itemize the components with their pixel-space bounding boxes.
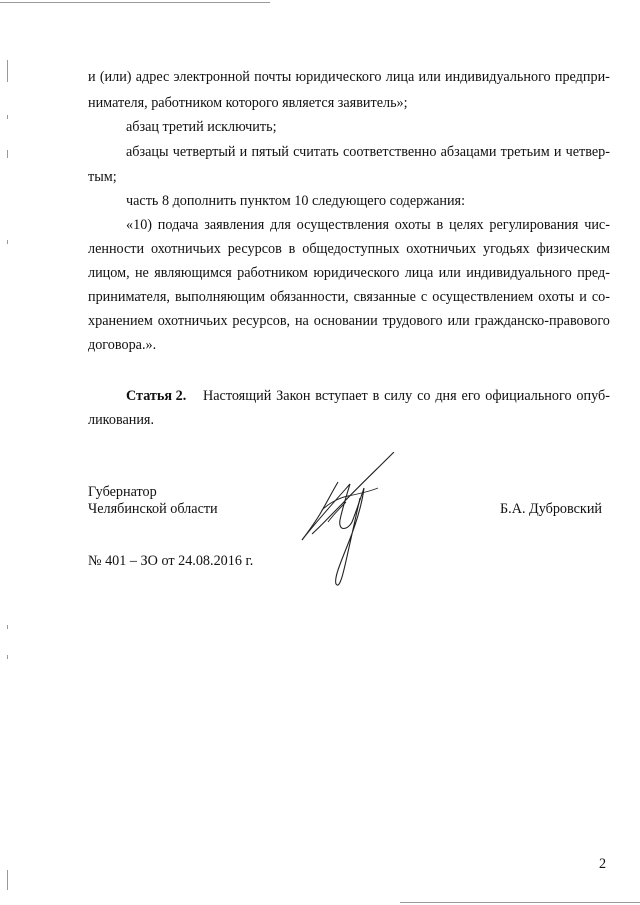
word: охотничьих [157, 313, 228, 329]
word: его [461, 388, 481, 404]
word: трудового [382, 313, 443, 329]
word: опуб- [576, 388, 610, 404]
word: почты [254, 69, 292, 85]
word: с [420, 289, 428, 305]
word: и [88, 69, 96, 85]
word: третьим [500, 144, 550, 160]
word: «10) [126, 217, 153, 233]
word: юридического [295, 69, 382, 85]
word: угодьях [483, 241, 530, 257]
article-text [203, 389, 610, 403]
word: осуществлением [432, 289, 534, 305]
scan-bottom-line [400, 902, 640, 903]
word: выполняющим [174, 289, 265, 305]
word: охоты [394, 217, 431, 233]
signatory-title: Губернатор [88, 484, 157, 500]
word: заявления [204, 217, 265, 233]
word: и [239, 144, 248, 160]
word: лица [385, 69, 415, 85]
text-line: нимателя, работником которого является заявитель»; [88, 95, 408, 111]
word: охотничьих [406, 241, 477, 257]
word: в [436, 217, 444, 233]
word: со- [591, 289, 610, 305]
word: в [288, 241, 296, 257]
word: охотничьих [150, 241, 221, 257]
word: со [417, 388, 431, 404]
text-line [88, 242, 610, 256]
word: Настоящий [203, 388, 272, 404]
scan-left-mark [7, 115, 8, 119]
scan-left-mark [7, 150, 8, 158]
word: на [294, 313, 309, 329]
word: и [579, 289, 587, 305]
scan-left-mark [7, 870, 8, 890]
word: охоты [538, 289, 575, 305]
article-label: Статья 2. [126, 388, 187, 404]
word: абзацы [126, 144, 169, 160]
text-line [88, 314, 610, 328]
word: четвер- [565, 144, 610, 160]
word: четвертый [172, 144, 236, 160]
word: электронной [173, 69, 250, 85]
text-line: договора.». [88, 337, 157, 353]
signatory-name: Б.А. Дубровский [500, 501, 603, 517]
word: лицом, [88, 265, 130, 281]
signatory-title: Челябинской области [88, 501, 218, 517]
scan-left-mark [7, 240, 8, 244]
word: хранением [88, 313, 153, 329]
word: чис- [584, 217, 610, 233]
word: пятый [251, 144, 289, 160]
word: обязанности, [269, 289, 349, 305]
word: общедоступных [302, 241, 400, 257]
scan-left-mark [7, 625, 8, 629]
word: физическим [536, 241, 610, 257]
word: лица [404, 265, 434, 281]
word: гражданско-правового [474, 313, 610, 329]
text-line [88, 290, 610, 304]
word: принимателя, [88, 289, 170, 305]
word: или [438, 265, 461, 281]
text-line [126, 145, 610, 159]
text-line: абзац третий исключить; [126, 119, 277, 135]
word: являющимся [154, 265, 232, 281]
word: ресурсов [227, 241, 282, 257]
word: индивидуального [445, 69, 551, 85]
page-number: 2 [599, 856, 607, 872]
word: дня [435, 388, 457, 404]
scan-top-line [0, 2, 270, 3]
word: работником [237, 265, 308, 281]
word: не [134, 265, 149, 281]
word: адрес [135, 69, 170, 85]
text-line: тым; [88, 169, 117, 185]
word: и [553, 144, 562, 160]
word: Закон [276, 388, 311, 404]
word: силу [384, 388, 413, 404]
text-line [88, 266, 610, 280]
word: для [270, 217, 291, 233]
word: юридического [313, 265, 400, 281]
word: ленности [88, 241, 145, 257]
word: вступает [315, 388, 368, 404]
word: в [372, 388, 380, 404]
word: предпри- [554, 69, 610, 85]
scan-left-mark [7, 655, 8, 659]
law-number: № 401 – ЗО от 24.08.2016 г. [88, 553, 254, 569]
word: (или) [99, 69, 132, 85]
word: абзацами [440, 144, 497, 160]
word: или [447, 313, 470, 329]
text-line: часть 8 дополнить пунктом 10 следующего содержания: [126, 193, 466, 209]
word: официального [485, 388, 572, 404]
handwritten-signature [298, 452, 398, 592]
word: целях [448, 217, 484, 233]
word: подача [157, 217, 199, 233]
word: регулирования [489, 217, 579, 233]
word: индивидуального [466, 265, 572, 281]
word: пред- [577, 265, 610, 281]
word: ресурсов, [232, 313, 291, 329]
word: основании [313, 313, 378, 329]
scan-left-mark [7, 60, 8, 82]
word: соответственно [342, 144, 437, 160]
word: осуществления [296, 217, 389, 233]
word: связанные [353, 289, 416, 305]
text-line [126, 218, 610, 232]
word: считать [293, 144, 339, 160]
article-text: ликования. [88, 412, 155, 428]
word: или [418, 69, 441, 85]
text-line [88, 70, 610, 84]
